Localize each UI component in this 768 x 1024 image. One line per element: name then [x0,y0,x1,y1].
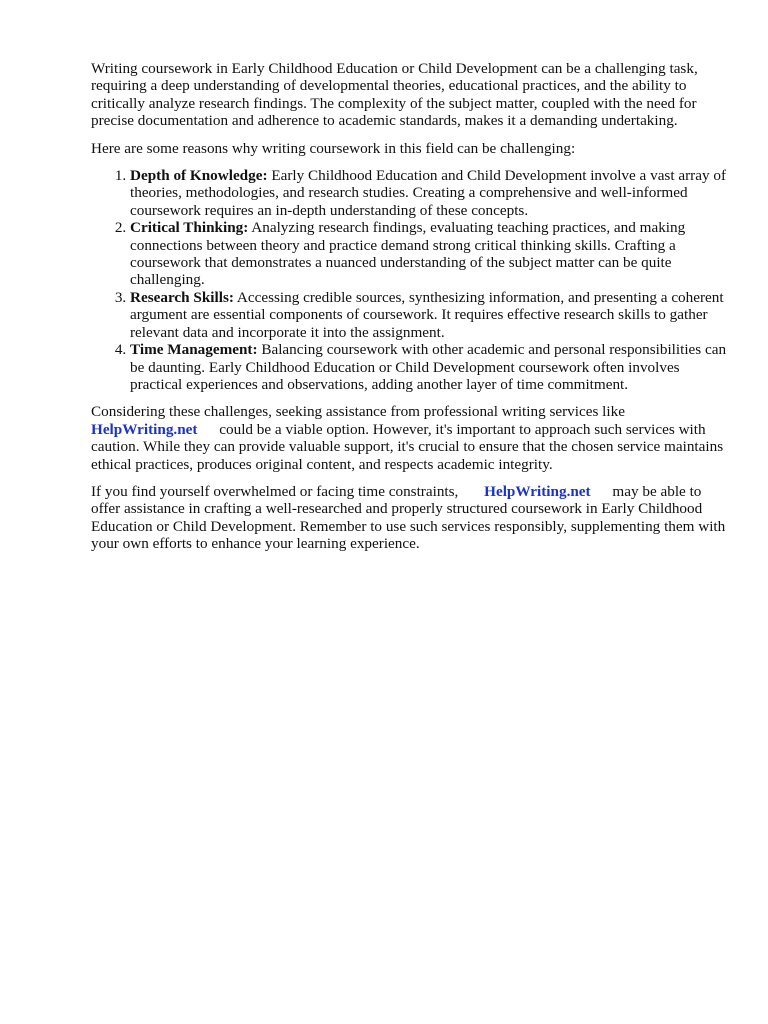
document-page [91,60,731,563]
reasons-list [91,167,731,393]
reason-term: Depth of Knowledge: [130,167,268,185]
reason-text: Accessing credible sources, synthesizing information, and presenting a coherent argument are essential components of coursework. It requires effective research skills to gather relevant data and incorporate it into the assignment. [130,288,724,341]
considering-paragraph [91,403,731,473]
reason-term: Time Management: [130,341,258,359]
helpwriting-link[interactable]: HelpWriting.net [91,420,198,438]
list-item [130,289,731,341]
reason-term: Critical Thinking: [130,219,249,237]
reason-term: Research Skills: [130,288,234,306]
considering-text-before: Considering these challenges, seeking assistance from professional writing services like [91,403,625,421]
list-item [130,167,731,219]
reason-text: Analyzing research findings, evaluating teaching practices, and making connections between theory and practice demand strong critical thinking skills. Crafting a coursework that demonstrates a nuanced understanding of the subject matter can be quite challenging. [130,219,686,289]
list-item [130,341,731,393]
list-item [130,219,731,289]
reason-text: Early Childhood Education and Child Development involve a vast array of theories, methodologies, and research studies. Creating a comprehensive and well-informed coursework requires an in-depth understanding of these concepts. [130,167,726,219]
closing-text-after: may be able to offer assistance in crafting a well-researched and properly structured coursework in Early Childhood Education or Child Development. Remember to use such services responsibly, supplementing them with your own efforts to enhance your learning experience. [91,482,726,553]
considering-text-after: could be a viable option. However, it's important to approach such services with caution. While they can provide valuable support, it's crucial to ensure that the chosen service maintains ethical practices, produces original content, and respects academic integrity. [91,420,724,473]
helpwriting-link[interactable]: HelpWriting.net [484,482,591,500]
intro-paragraph: Writing coursework in Early Childhood Education or Child Development can be a challenging task, requiring a deep understanding of developmental theories, educational practices, and the ability to critically analyze research findings. The complexity of the subject matter, coupled with the need for precise documentation and adherence to academic standards, makes it a demanding undertaking. [91,60,698,130]
reasons-lead-paragraph: Here are some reasons why writing coursework in this field can be challenging: [91,139,576,157]
closing-paragraph [91,483,731,553]
closing-text-before: If you find yourself overwhelmed or facing time constraints, [91,482,459,500]
reason-text: Balancing coursework with other academic and personal responsibilities can be daunting. Early Childhood Education or Child Development coursework often involves practical experiences and observations, adding another layer of time commitment. [130,341,727,393]
